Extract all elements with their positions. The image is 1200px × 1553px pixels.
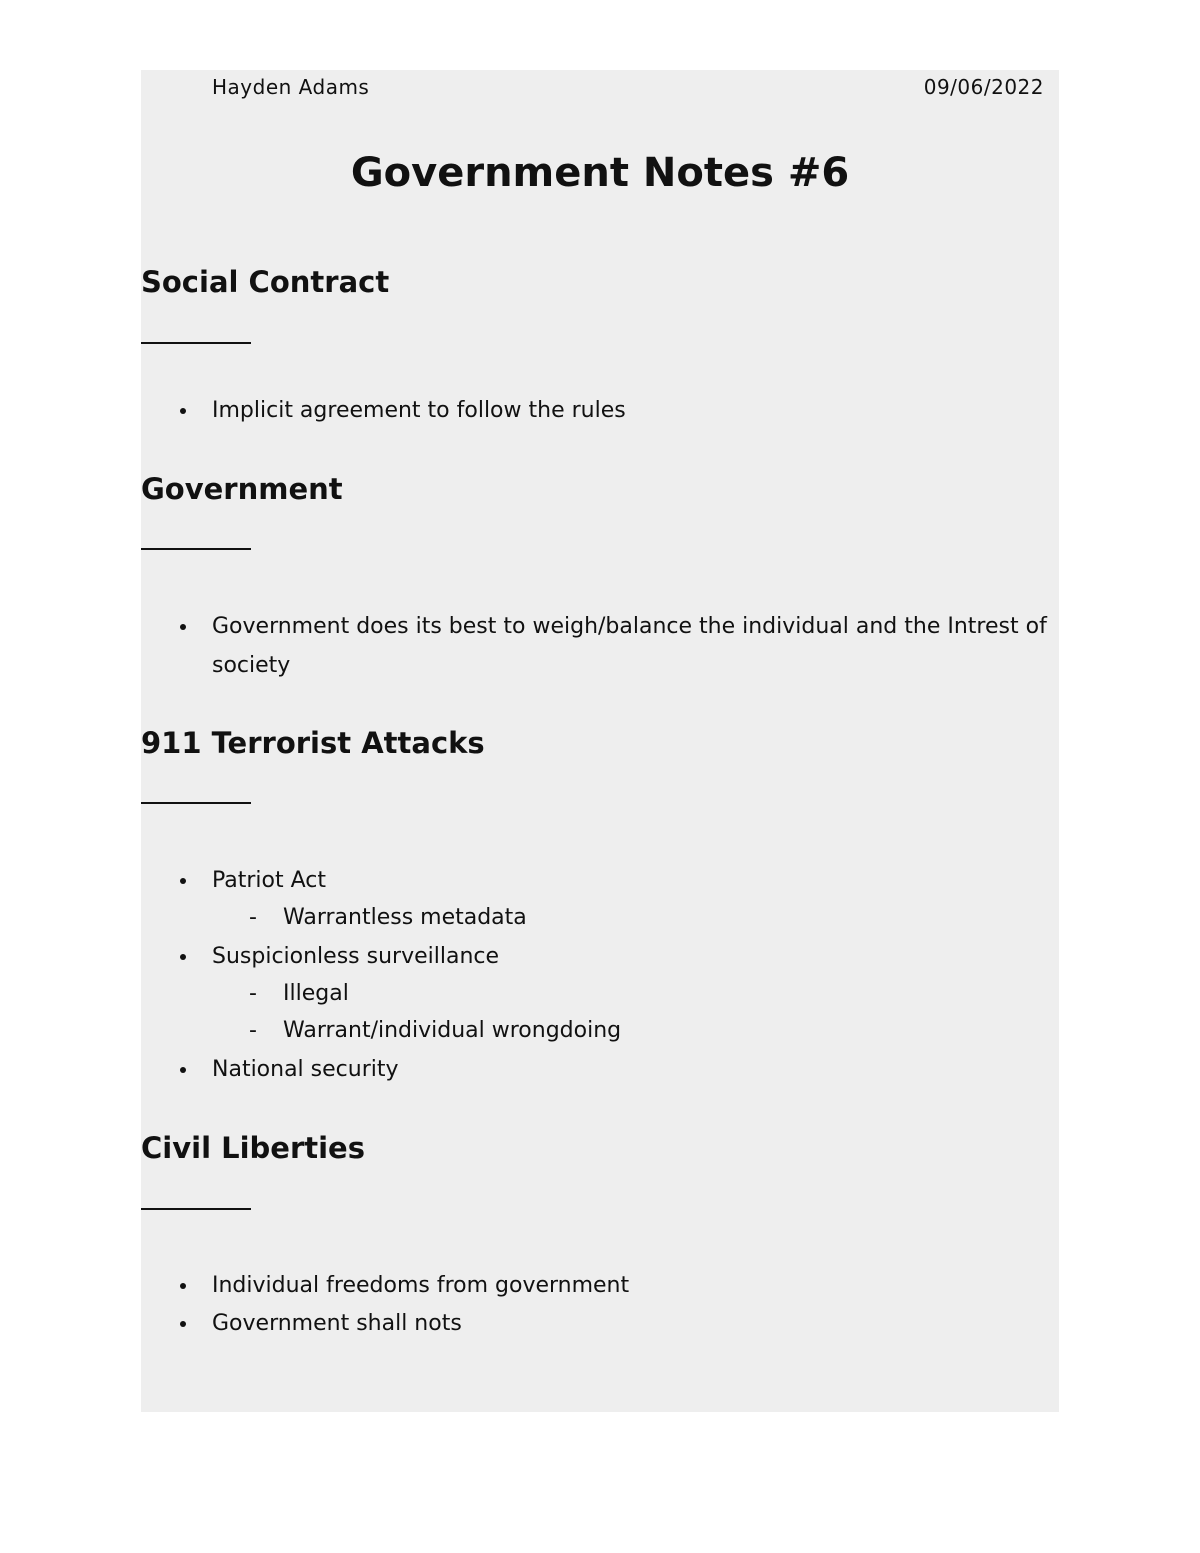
sub-list-item-text: Illegal <box>283 981 349 1006</box>
list-item <box>212 1304 1057 1343</box>
list-item-text: Patriot Act <box>212 868 327 893</box>
bullet-icon <box>180 408 186 414</box>
list-item <box>212 607 1057 685</box>
dash-marker: - <box>249 1018 257 1043</box>
bullet-icon <box>180 624 186 630</box>
list-item <box>212 391 1057 430</box>
page-title: Government Notes #6 <box>350 150 850 196</box>
section-heading-911-terrorist-attacks: 911 Terrorist Attacks <box>141 726 485 760</box>
list-item <box>212 937 1057 976</box>
bullet-icon <box>180 1321 186 1327</box>
bullet-icon <box>180 1067 186 1073</box>
sub-list-item <box>249 899 527 937</box>
author-name: Hayden Adams <box>212 75 370 99</box>
bullet-icon <box>180 954 186 960</box>
list-item-text: Implicit agreement to follow the rules <box>212 398 626 423</box>
dash-marker: - <box>249 981 257 1006</box>
section-heading-government: Government <box>141 472 343 506</box>
section-divider <box>141 548 251 550</box>
sub-list-item-text: Warrantless metadata <box>283 905 527 930</box>
list-item-text: Government does its best to weigh/balance the individual and the Intrest of society <box>212 614 1047 678</box>
list-item-text: Suspicionless surveillance <box>212 944 500 969</box>
list-item <box>212 1050 1057 1089</box>
sub-list-item <box>249 1012 622 1050</box>
section-divider <box>141 342 251 344</box>
sub-list-item <box>249 975 349 1013</box>
list-item <box>212 1266 1057 1305</box>
bullet-icon <box>180 1283 186 1289</box>
list-item-text: Government shall nots <box>212 1311 462 1336</box>
sub-list-item-text: Warrant/individual wrongdoing <box>283 1018 622 1043</box>
list-item <box>212 861 1057 900</box>
bullet-icon <box>180 878 186 884</box>
section-divider <box>141 1208 251 1210</box>
list-item-text: National security <box>212 1057 399 1082</box>
section-heading-civil-liberties: Civil Liberties <box>141 1131 365 1165</box>
note-date: 09/06/2022 <box>923 75 1044 99</box>
section-heading-social-contract: Social Contract <box>141 265 390 299</box>
dash-marker: - <box>249 905 257 930</box>
list-item-text: Individual freedoms from government <box>212 1273 630 1298</box>
section-divider <box>141 802 251 804</box>
